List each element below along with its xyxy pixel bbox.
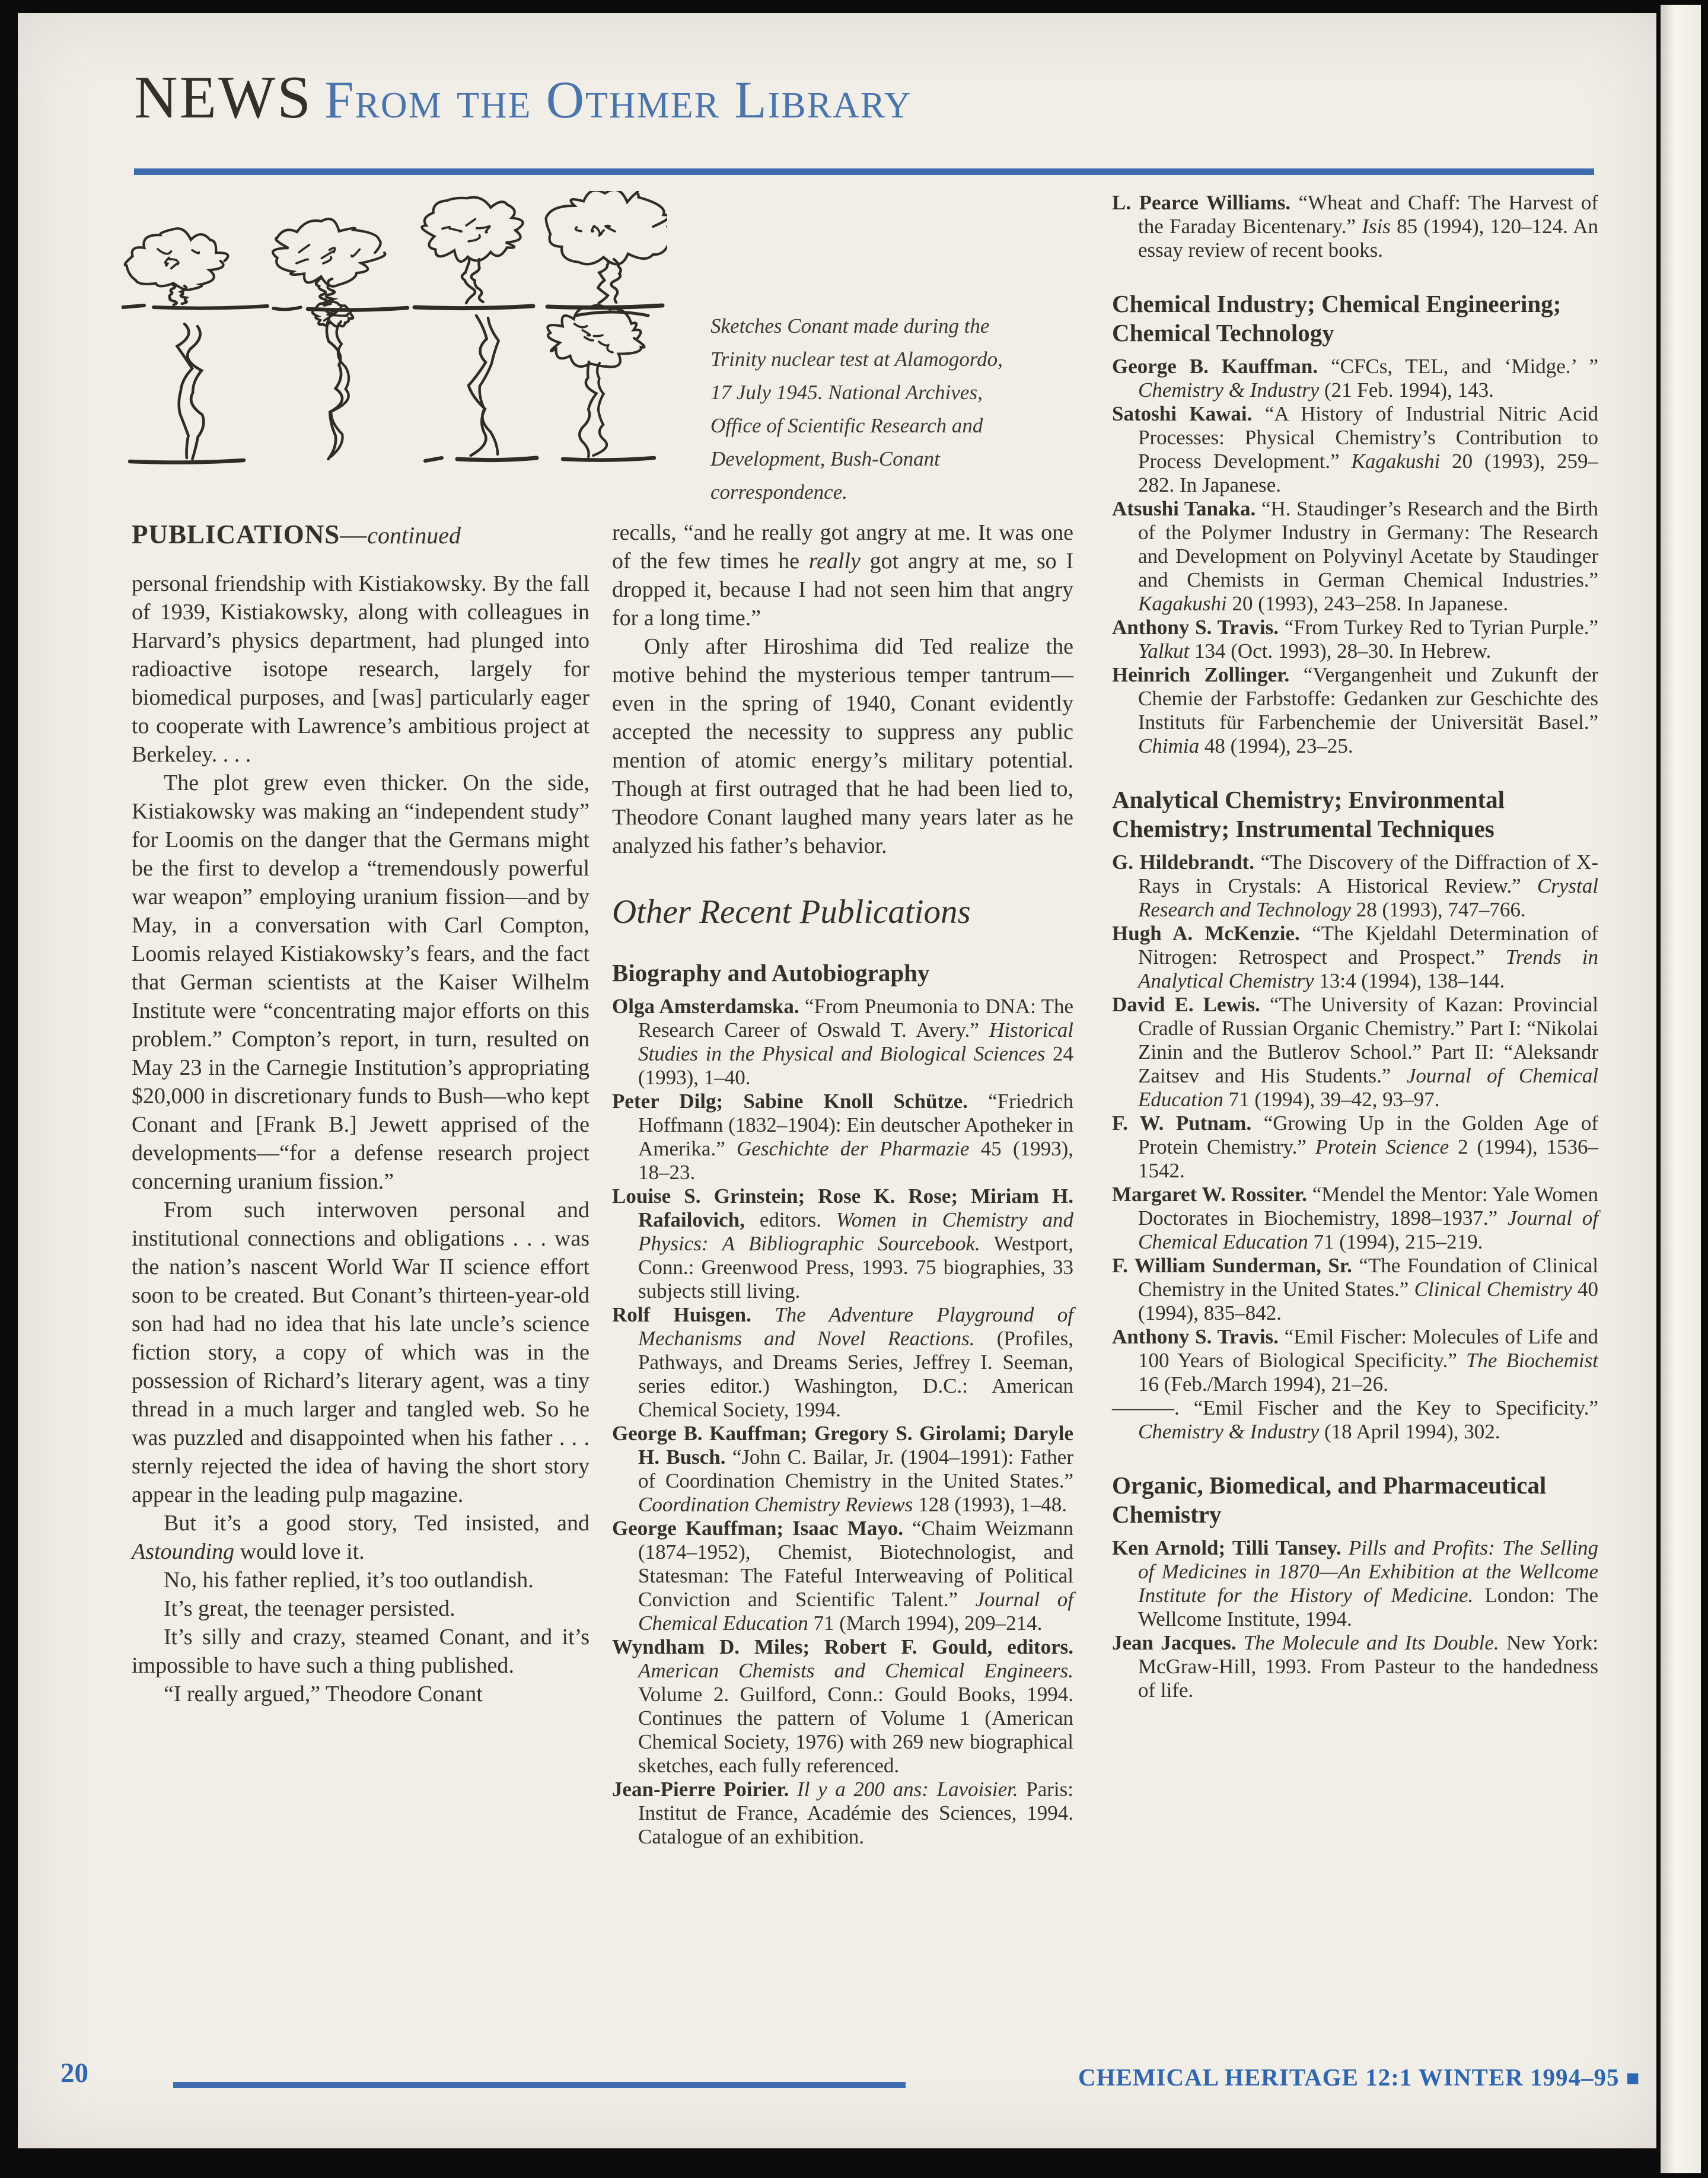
header-rule (134, 168, 1594, 175)
sketch-stroke (323, 257, 332, 264)
bibliography-entry: Jean Jacques. The Molecule and Its Double. New York: McGraw-Hill, 1993. From Pasteur to the handedness of life. (1112, 1631, 1598, 1702)
end-mark: ■ (1626, 2066, 1640, 2091)
sketch-stroke (308, 308, 407, 310)
bibliography-entry: Olga Amsterdamska. “From Pneumonia to DNA: The Research Career of Oswald T. Avery.” Historical Studies in the Physical and Biological Sciences 24 (1993), 1–40. (612, 995, 1074, 1089)
sketch-stroke (171, 263, 179, 269)
magazine-page (18, 13, 1656, 2148)
page-title-library: From the Othmer Library (324, 71, 912, 129)
bibliography-entry: George Kauffman; Isaac Mayo. “Chaim Weizmann (1874–1952), Chemist, Biotechnologist, and Statesman: The Fateful Interweaving of Political Conviction and Scientific Talent.” Journal of Chemical Education 71 (March 1994), 209–214. (612, 1517, 1074, 1635)
paragraph: The plot grew even thicker. On the side, Kistiakowsky was making an “independent study” for Loomis on the danger that the Germans might be the first to develop a “tremendously powerful war weapon” employing uranium fission—and by May, in a conversation with Carl Compton, Loomis relayed Kistiakowsky’s fears, and the fact that German scientists at the Kaiser Wilhelm Institute were “concentrating major efforts on this problem.” Compton’s report, in turn, resulted on May 23 in the Carnegie Institution’s appropriating $20,000 in discretionary funds to Bush—who kept Conant and [Frank B.] Jewett apprised of the developments—“for a defense research project concerning uranium fission.” (132, 770, 589, 1194)
sketch-stroke (575, 324, 587, 327)
footer-credit (1078, 2065, 1640, 2090)
paragraph: personal friendship with Kistiakowsky. By the fall of 1939, Kistiakowsky, along with colleagues in Harvard’s physics department, had plunged into radioactive isotope research, largely for biomedical purposes, and [was] particularly eager to cooperate with Lawrence’s ambitious project at Berkeley. . . . (132, 571, 589, 767)
sketch-stroke (273, 307, 301, 310)
sketch-stroke (187, 326, 203, 459)
sketch-stroke (154, 306, 267, 308)
bibliography-entry: Ken Arnold; Tilli Tansey. Pills and Profits: The Selling of Medicines in 1870—An Exhibition at the Wellcome Institute for the History of Medicine. London: The Wellcome Institute, 1994. (1112, 1536, 1598, 1631)
sketch-stroke (611, 259, 621, 302)
bibliography-entry: L. Pearce Williams. “Wheat and Chaff: The Harvest of the Faraday Bicentenary.” Isis 85 (1994), 120–124. An essay review of recent books. (1112, 191, 1599, 262)
bibliography-entry: Hugh A. McKenzie. “The Kjeldahl Determination of Nitrogen: Retrospect and Prospect.” Trends in Analytical Chemistry 13:4 (1994), 138–144. (1112, 922, 1598, 992)
sketch-stroke (576, 312, 648, 316)
sketch-stroke (177, 324, 193, 458)
sketch-stroke (165, 258, 169, 264)
sketch-stroke (599, 342, 607, 346)
sketch-stroke (158, 249, 171, 254)
bibliography-entry: Satoshi Kawai. “A History of Industrial Nitric Acid Processes: Physical Chemistry’s Contribution to Process Development.” Kagakushi 20 (1993), 259–282. In Japanese. (1112, 402, 1598, 496)
sketch-stroke (352, 249, 360, 256)
sketch-stroke (593, 363, 607, 456)
category-organic-biomedical: Organic, Biomedical, and Pharmaceutical Chemistry (1112, 1472, 1547, 1528)
sketch-stroke (480, 318, 499, 454)
bibliography-entry: ———. “Emil Fischer and the Key to Specificity.” Chemistry & Industry (18 April 1994), 302. (1112, 1396, 1598, 1443)
sketch-stroke (608, 225, 610, 227)
paragraph: “I really argued,” Theodore Conant (164, 1682, 483, 1706)
category-chemical-industry: Chemical Industry; Chemical Engineering; Chemical Technology (1112, 290, 1562, 346)
bibliography-entry: F. William Sunderman, Sr. “The Foundation of Clinical Chemistry in the United States.” Clinical Chemistry 40 (1994), 835–842. (1112, 1254, 1598, 1324)
sketch-stroke (582, 330, 590, 336)
column-left (132, 518, 589, 1708)
sketch-stroke (327, 318, 342, 459)
footer-rule (173, 2082, 906, 2088)
bibliography-entry: George B. Kauffman; Gregory S. Girolami; Daryle H. Busch. “John C. Bailar, Jr. (1904–1991): Father of Coordination Chemistry in the United States.” Coordination Chemistry Reviews 128 (1993), 1–48. (612, 1422, 1073, 1516)
bibliography-entry: Rolf Huisgen. The Adventure Playground of Mechanisms and Novel Reactions. (Profiles, Pathways, and Dreams Series, Jeffrey I. Seeman, series editor.) Washington, D.C.: American Chemical Society, 1994. (612, 1303, 1073, 1421)
sketch-stroke (576, 227, 581, 231)
paragraph: It’s great, the teenager persisted. (164, 1596, 455, 1621)
sketch-stroke (170, 259, 177, 261)
page-number: 20 (60, 2058, 88, 2088)
bibliography-entry: F. W. Putnam. “Growing Up in the Golden Age of Protein Chemistry.” Protein Science 2 (1994), 1536–1542. (1112, 1112, 1598, 1182)
page-title (134, 63, 912, 132)
bibliography-entry: Margaret W. Rossiter. “Mendel the Mentor: Yale Women Doctorates in Biochemistry, 1898–1937.” Journal of Chemical Education 71 (1994), 215–219. (1112, 1183, 1599, 1253)
column-right (1112, 191, 1598, 1702)
bibliography-entry: George B. Kauffman. “CFCs, TEL, and ‘Midge.’ ” Chemistry & Industry (21 Feb. 1994), 143. (1112, 355, 1599, 402)
other-recent-publications-heading: Other Recent Publications (612, 893, 971, 931)
illustration-caption: Sketches Conant made during the Trinity nuclear test at Alamogordo, 17 July 1945. National Archives, Office of Scientific Research and Development, Bush-Conant correspondence. (710, 314, 1003, 504)
sketch-stroke (607, 345, 613, 352)
sketch-stroke (425, 458, 442, 461)
sketch-stroke (466, 219, 475, 226)
sketch-stroke (450, 228, 461, 231)
category-analytical-chemistry: Analytical Chemistry; Environmental Chemistry; Instrumental Techniques (1112, 786, 1505, 842)
footer-credit-text: CHEMICAL HERITAGE 12:1 WINTER 1994–95 (1078, 2064, 1620, 2091)
bibliography-entry: Anthony S. Travis. “From Turkey Red to Tyrian Purple.” Yalkut 134 (Oct. 1993), 28–30. In Hebrew. (1112, 616, 1598, 663)
bibliography-entry: G. Hildebrandt. “The Discovery of the Diffraction of X-Rays in Crystals: A Historical Review.” Crystal Research and Technology 28 (1993), 747–766. (1112, 851, 1598, 921)
sketch-stroke (469, 316, 487, 456)
sketch-stroke (563, 458, 654, 460)
sketch-stroke (415, 306, 533, 308)
sketch-stroke (192, 250, 199, 253)
sketch-stroke (331, 321, 349, 457)
sketch-stroke (592, 226, 595, 231)
paragraph: recalls, “and he really got angry at me. It was one of the few times he really got angry at me, so I dropped it, because I had not seen him that angry for a long time.” (612, 520, 1073, 631)
bibliography-entry: David E. Lewis. “The University of Kazan: Provincial Cradle of Russian Organic Chemistry.” Part I: “Nikolai Zinin and the Butlerov School.” Part II: “Aleksandr Zaitsev and His Students.” Journal of Chemical Education 71 (1994), 39–42, 93–97. (1112, 993, 1598, 1111)
paragraph: From such interwoven personal and institutional connections and obligations . . . was the nation’s nascent World War II science effort soon to be created. But Conant’s thirteen-year-old son had had no idea that his late uncle’s science fiction story, a copy of which was in the possession of Richard’s literary agent, was a tiny thread in a much larger and tangled web. So he was puzzled and disappointed when his father . . . sternly rejected the idea of having the short story appear in the leading pulp magazine. (132, 1198, 589, 1507)
adjacent-page-edge (1661, 5, 1701, 2173)
sketch-stroke (579, 362, 596, 457)
sketch-stroke (321, 251, 334, 259)
trinity-test-sketches-illustration (122, 191, 667, 499)
paragraph: But it’s a good story, Ted insisted, and Astounding would love it. (132, 1511, 589, 1564)
sketch-stroke (457, 458, 537, 460)
bibliography-entry: Anthony S. Travis. “Emil Fischer: Molecules of Life and 100 Years of Biological Specificity.” The Biochemist 16 (Feb./March 1994), 21–26. (1112, 1325, 1598, 1396)
sketch-stroke (297, 259, 308, 263)
sketch-stroke (299, 245, 309, 253)
category-biography: Biography and Autobiography (612, 959, 930, 986)
bibliography-entry: Atsushi Tanaka. “H. Staudinger’s Research and the Birth of the Polymer Industry in Germany: The Research and Development on Polyvinyl Acetate by Staudinger and Chemists in German Chemical Industries.” Kagakushi 20 (1993), 243–258. In Japanese. (1112, 497, 1598, 615)
paragraph: No, his father replied, it’s too outlandish. (164, 1568, 534, 1593)
sketch-stroke (422, 198, 522, 262)
bibliography-entry: Peter Dilg; Sabine Knoll Schütze. “Friedrich Hoffmann (1832–1904): Ein deutscher Apotheker in Amerika.” Geschichte der Pharmazie 45 (1993), 18–23. (612, 1090, 1073, 1184)
sketch-stroke (598, 257, 608, 303)
bibliography-entry: Louise S. Grinstein; Rose K. Rose; Miriam H. Rafailovich, editors. Women in Chemistry and Physics: A Bibliographic Sourcebook. Westport, Conn.: Greenwood Press, 1993. 75 biographies, 33 subjects still living. (612, 1184, 1074, 1303)
sketch-stroke (123, 305, 144, 307)
bibliography-entry: Heinrich Zollinger. “Vergangenheit und Zukunft der Chemie der Farbstoffe: Gedanken zur Geschichte des Instituts für Farbenchemie der Universität Basel.” Chimia 48 (1994), 23–25. (1112, 663, 1599, 757)
paragraph: Only after Hiroshima did Ted realize the motive behind the mysterious temper tantrum—even in the spring of 1940, Conant evidently accepted the necessity to suppress any public mention of atomic energy’s military potential. Though at first outraged that he had been lied to, Theodore Conant laughed many years later as he analyzed his father’s behavior. (612, 634, 1073, 858)
bibliography-entry: Wyndham D. Miles; Robert F. Gould, editors. American Chemists and Chemical Engineers. Volume 2. Guilford, Conn.: Gould Books, 1994. Continues the pattern of Volume 1 (American Chemical Society, 1976) with 269 new biographical sketches, each fully referenced. (612, 1635, 1073, 1777)
sketch-stroke (585, 337, 593, 340)
bibliography-entry: Jean-Pierre Poirier. Il y a 200 ans: Lavoisier. Paris: Institut de France, Académie des Sciences, 1994. Catalogue of an exhibition. (612, 1778, 1073, 1848)
sketch-stroke (130, 460, 244, 463)
column-middle (612, 518, 1073, 1849)
publications-continued-heading: PUBLICATIONS—continued (132, 520, 461, 549)
sketch-stroke (170, 285, 177, 305)
page-title-news: NEWS (134, 64, 313, 131)
sketch-stroke (594, 335, 603, 336)
paragraph: It’s silly and crazy, steamed Conant, and it’s impossible to have such a thing published. (132, 1625, 589, 1678)
sketch-stroke (469, 235, 480, 241)
